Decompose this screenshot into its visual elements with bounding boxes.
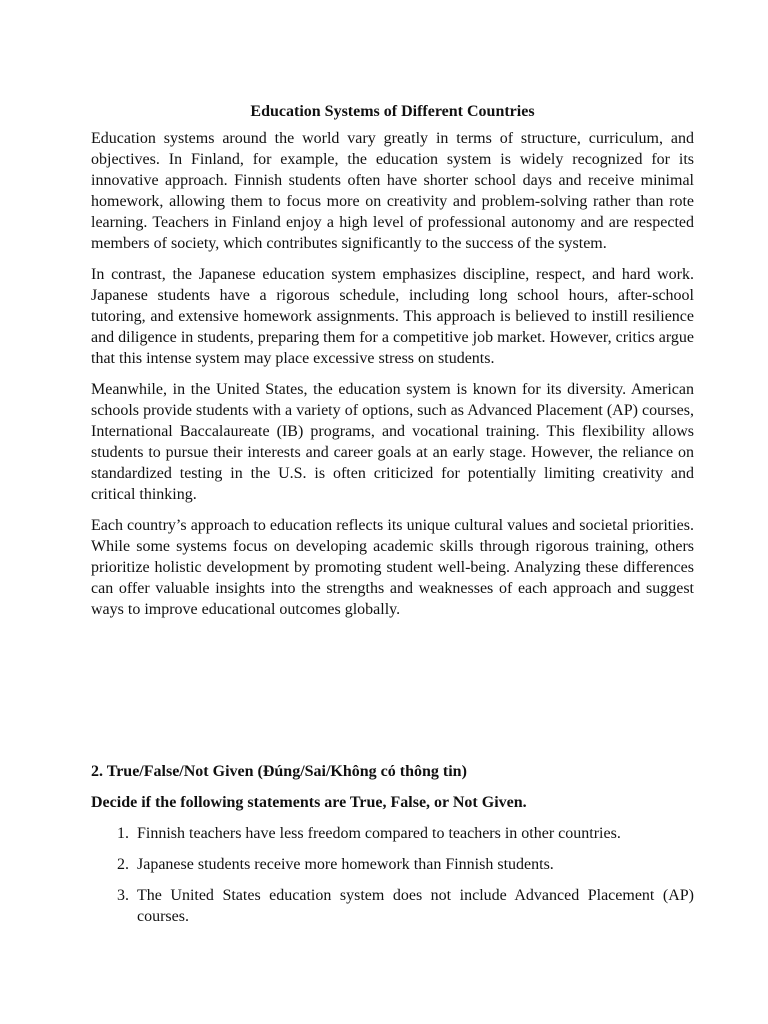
question-text: Japanese students receive more homework than Finnish students.	[137, 856, 554, 873]
question-item	[91, 854, 694, 875]
exercise-heading: 2. True/False/Not Given (Đúng/Sai/Không có thông tin)	[91, 763, 467, 780]
paragraph-united-states: Meanwhile, in the United States, the education system is known for its diversity. American schools provide students with a variety of options, such as Advanced Placement (AP) courses, International Baccalaureate (IB) programs, and vocational training. This flexibility allows students to pursue their interests and career goals at an early stage. However, the reliance on standardized testing in the U.S. is often criticized for potentially limiting creativity and critical thinking.	[91, 381, 694, 503]
question-item	[91, 885, 694, 927]
question-number: 3.	[117, 887, 129, 904]
question-number: 2.	[117, 856, 129, 873]
exercise-section	[91, 761, 694, 937]
paragraph-finland: Education systems around the world vary greatly in terms of structure, curriculum, and objectives. In Finland, for example, the education system is widely recognized for its innovative approach. Finnish students often have shorter school days and receive minimal homework, allowing them to focus more on creativity and problem-solving rather than rote learning. Teachers in Finland enjoy a high level of professional autonomy and are respected members of society, which contributes significantly to the success of the system.	[91, 130, 694, 252]
question-text: The United States education system does not include Advanced Placement (AP) courses.	[137, 887, 694, 925]
exercise-instruction: Decide if the following statements are True, False, or Not Given.	[91, 794, 527, 811]
question-number: 1.	[117, 825, 129, 842]
document-title: Education Systems of Different Countries	[250, 103, 535, 120]
paragraph-conclusion: Each country’s approach to education reflects its unique cultural values and societal priorities. While some systems focus on developing academic skills through rigorous training, others prioritize holistic development by promoting student well-being. Analyzing these differences can offer valuable insights into the strengths and weaknesses of each approach and suggest ways to improve educational outcomes globally.	[91, 517, 694, 618]
question-text: Finnish teachers have less freedom compared to teachers in other countries.	[137, 825, 621, 842]
paragraph-japan: In contrast, the Japanese education system emphasizes discipline, respect, and hard work. Japanese students have a rigorous schedule, including long school hours, after-school tutoring, and extensive homework assignments. This approach is believed to instill resilience and diligence in students, preparing them for a competitive job market. However, critics argue that this intense system may place excessive stress on students.	[91, 266, 694, 367]
reading-passage	[91, 101, 694, 630]
question-list	[91, 823, 694, 927]
question-item	[91, 823, 694, 844]
